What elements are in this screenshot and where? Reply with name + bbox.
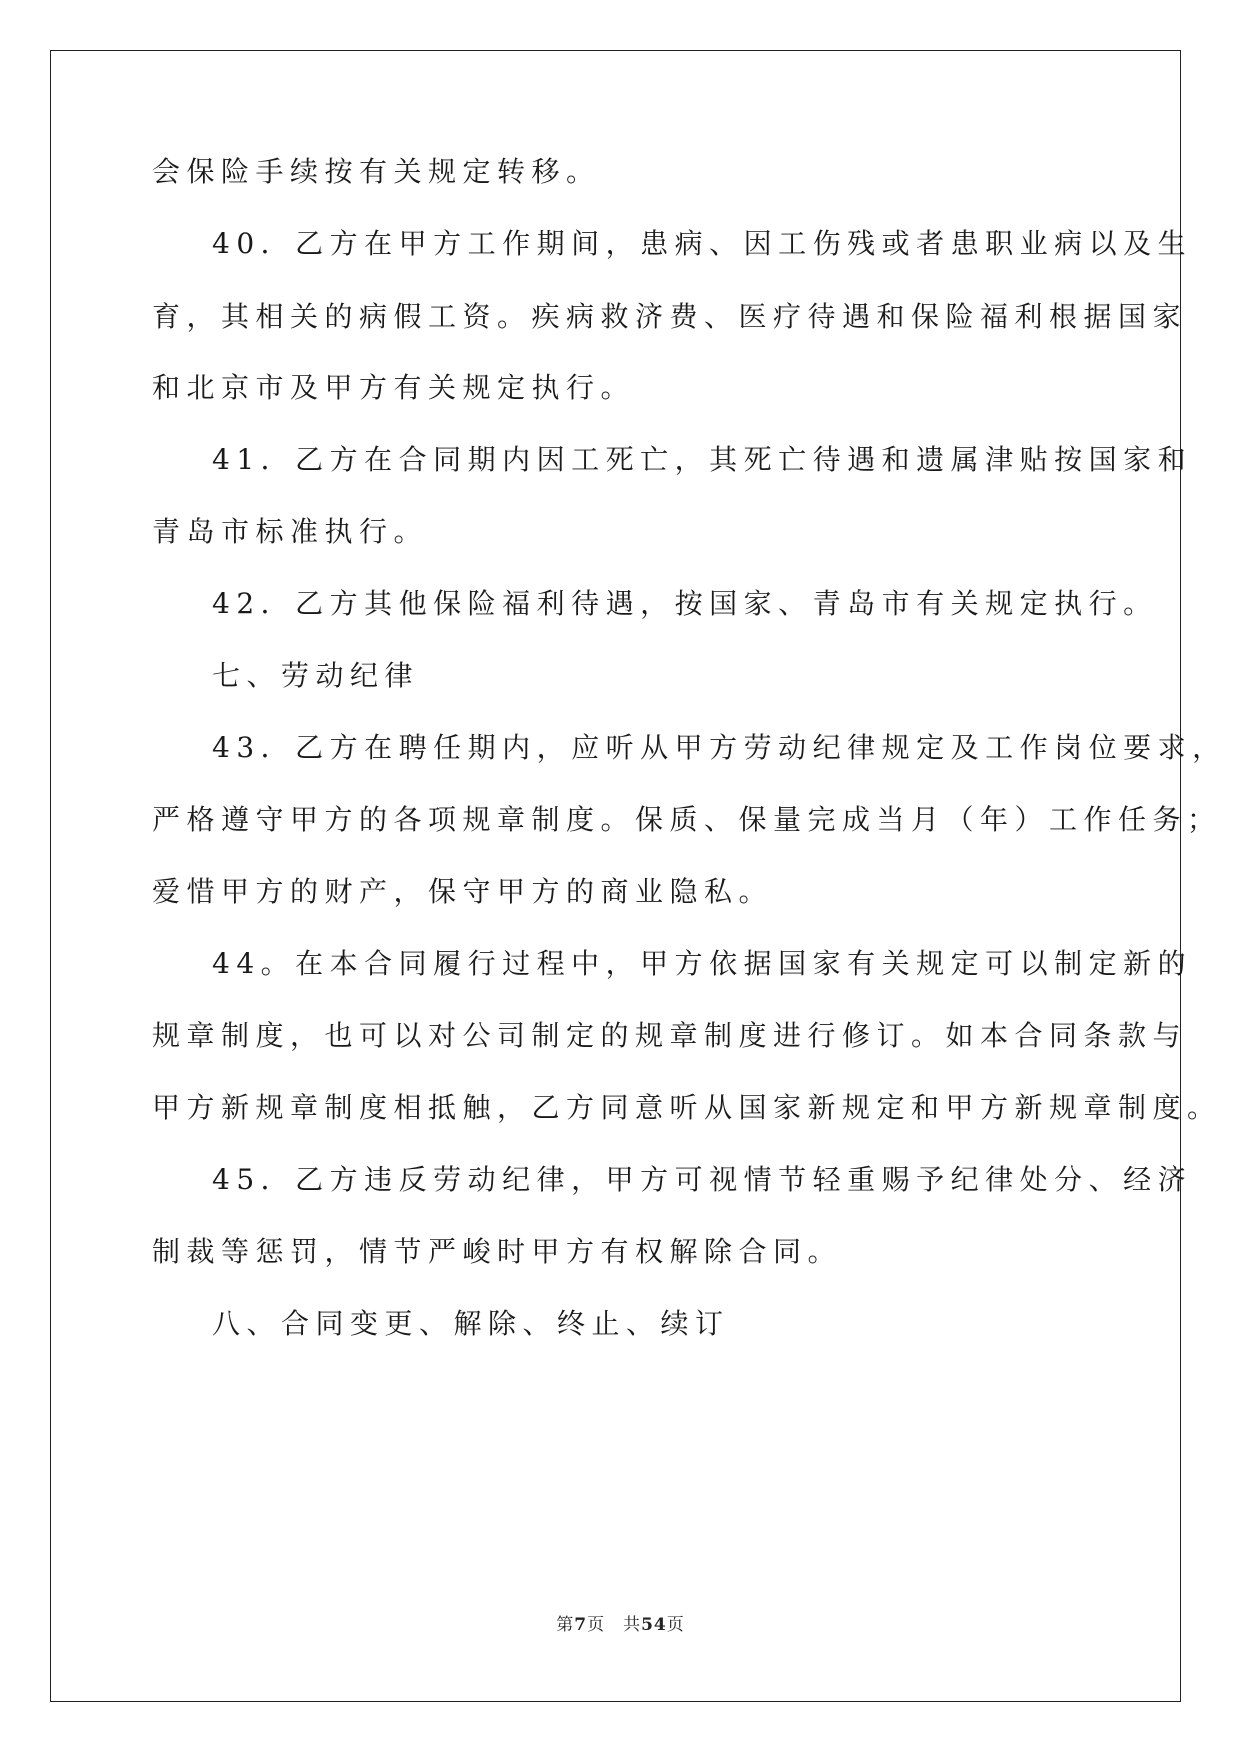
- footer-total-suffix: 页: [666, 1615, 685, 1635]
- text-line: 45．乙方违反劳动纪律，甲方可视情节轻重赐予纪律处分、经济: [212, 1163, 1193, 1196]
- text-line: 青岛市标准执行。: [152, 515, 429, 548]
- text-line: 制裁等惩罚，情节严峻时甲方有权解除合同。: [152, 1235, 843, 1268]
- text-line: 爱惜甲方的财产，保守甲方的商业隐私。: [152, 875, 774, 908]
- section-heading: 八、合同变更、解除、终止、续订: [212, 1307, 730, 1340]
- total-pages: 54: [641, 1615, 667, 1635]
- page-footer: [0, 1610, 1241, 1635]
- text-line: 育，其相关的病假工资。疾病救济费、医疗待遇和保险福利根据国家: [152, 300, 1188, 333]
- section-heading: 七、劳动纪律: [212, 659, 420, 692]
- text-line: 会保险手续按有关规定转移。: [152, 155, 601, 188]
- text-line: 41．乙方在合同期内因工死亡，其死亡待遇和遗属津贴按国家和: [212, 443, 1193, 476]
- text-line: 和北京市及甲方有关规定执行。: [152, 371, 636, 404]
- footer-prefix: 第: [556, 1615, 575, 1635]
- footer-total-prefix: 共: [623, 1615, 642, 1635]
- text-line: 严格遵守甲方的各项规章制度。保质、保量完成当月（年）工作任务；: [152, 803, 1222, 836]
- text-line: 42．乙方其他保险福利待遇，按国家、青岛市有关规定执行。: [212, 587, 1158, 620]
- text-line: 40．乙方在甲方工作期间，患病、因工伤残或者患职业病以及生: [212, 227, 1193, 260]
- text-line: 规章制度，也可以对公司制定的规章制度进行修订。如本合同条款与: [152, 1019, 1188, 1052]
- page-number: 7: [574, 1615, 588, 1635]
- text-line: 甲方新规章制度相抵触，乙方同意听从国家新规定和甲方新规章制度。: [152, 1091, 1222, 1124]
- text-line: 43．乙方在聘任期内，应听从甲方劳动纪律规定及工作岗位要求，: [212, 731, 1227, 764]
- text-line: 44。在本合同履行过程中，甲方依据国家有关规定可以制定新的: [212, 947, 1193, 980]
- footer-page-suffix: 页: [587, 1615, 606, 1635]
